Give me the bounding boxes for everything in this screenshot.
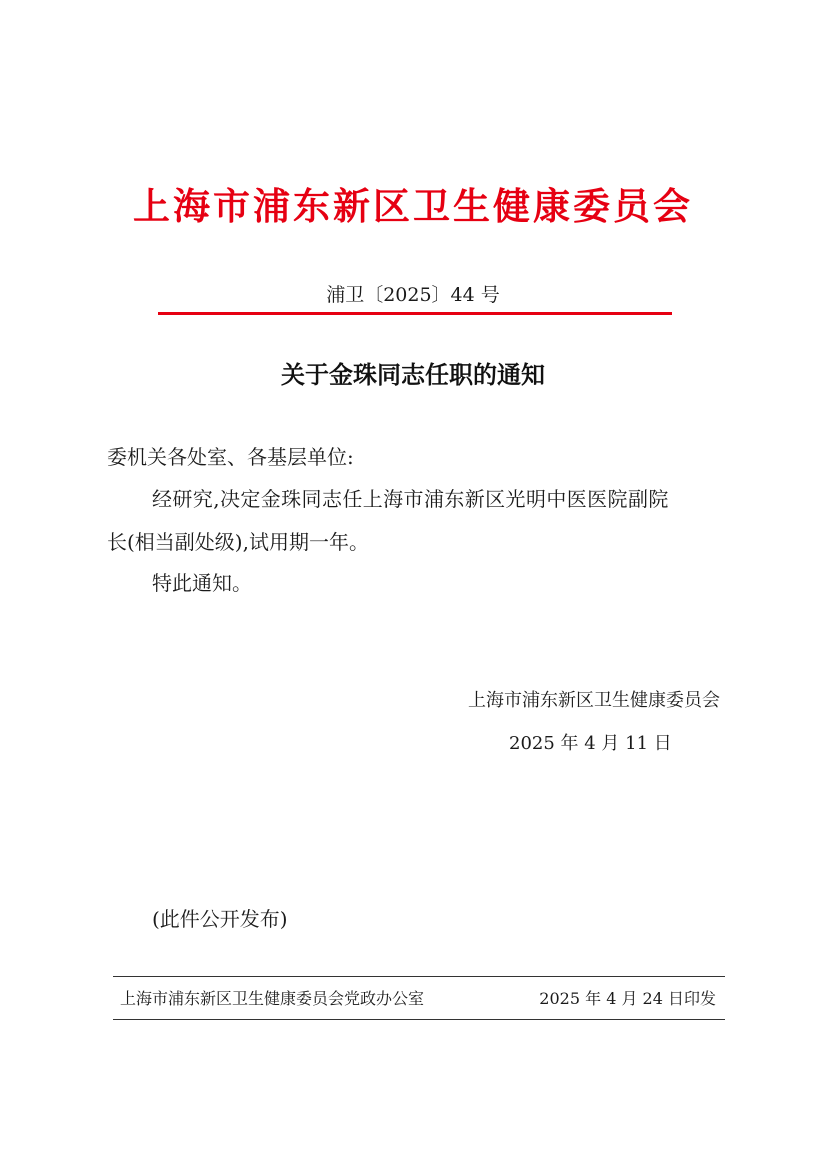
issuing-organization-header: 上海市浦东新区卫生健康委员会 xyxy=(133,184,693,228)
footer-bottom-line xyxy=(113,1019,725,1020)
document-number: 浦卫〔2025〕44 号 xyxy=(326,284,500,306)
signature-date: 2025 年 4 月 11 日 xyxy=(509,733,672,754)
signature-organization: 上海市浦东新区卫生健康委员会 xyxy=(468,690,720,711)
body-paragraph-line-2: 长(相当副处级),试用期一年。 xyxy=(107,530,369,554)
public-release-note: (此件公开发布) xyxy=(152,907,288,931)
footer-issue-date: 2025 年 4 月 24 日印发 xyxy=(539,989,716,1008)
salutation: 委机关各处室、各基层单位: xyxy=(107,445,354,469)
closing-remark: 特此通知。 xyxy=(152,571,252,595)
footer-top-line xyxy=(113,976,725,977)
red-separator-line xyxy=(158,312,672,315)
footer-issuer: 上海市浦东新区卫生健康委员会党政办公室 xyxy=(120,989,425,1008)
document-title: 关于金珠同志任职的通知 xyxy=(281,360,545,389)
body-paragraph-line-1: 经研究,决定金珠同志任上海市浦东新区光明中医医院副院 xyxy=(152,487,669,511)
